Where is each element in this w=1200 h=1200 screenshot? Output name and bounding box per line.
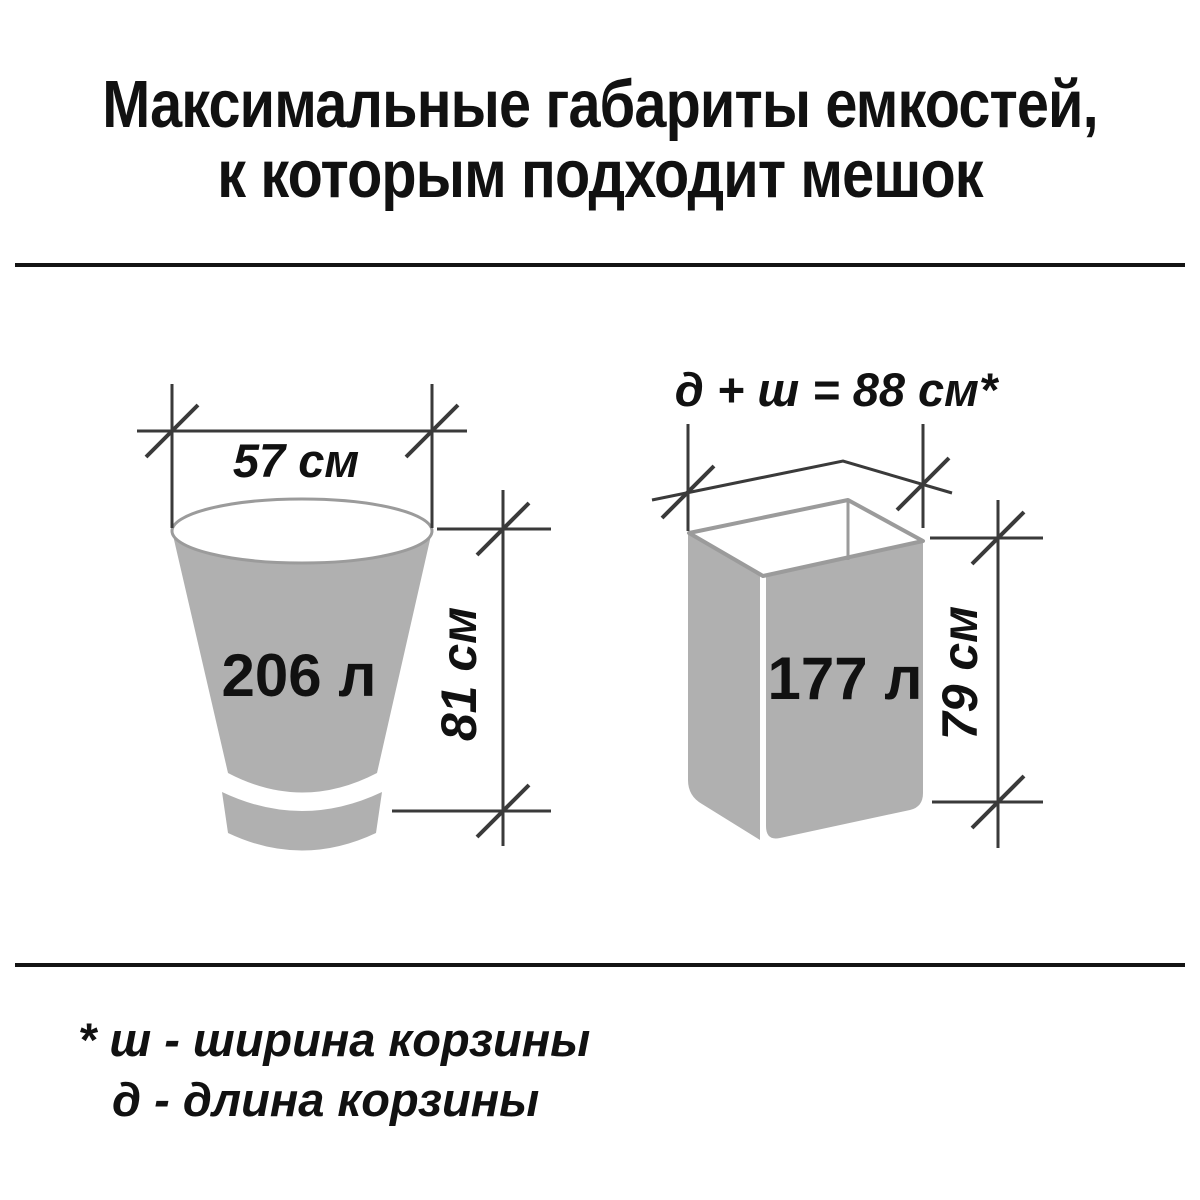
bin-top-formula-label: д + ш = 88 см* [674, 363, 998, 416]
bin-height-label: 79 см [932, 605, 988, 741]
bucket-height-label: 81 см [431, 606, 487, 742]
bin-volume-label: 177 л [767, 645, 923, 712]
bucket-base [222, 792, 382, 851]
bucket-rim-opening [172, 499, 432, 563]
footnote-line-1: * ш - ширина корзины [78, 1013, 591, 1066]
bucket-volume-label: 206 л [221, 642, 377, 709]
bucket-width-label: 57 см [232, 434, 360, 487]
page-title-line-1: Максимальные габариты емкостей, [102, 67, 1098, 142]
page-title-line-2: к которым подходит мешок [217, 137, 983, 212]
footnote-line-2: д - длина корзины [112, 1073, 540, 1126]
